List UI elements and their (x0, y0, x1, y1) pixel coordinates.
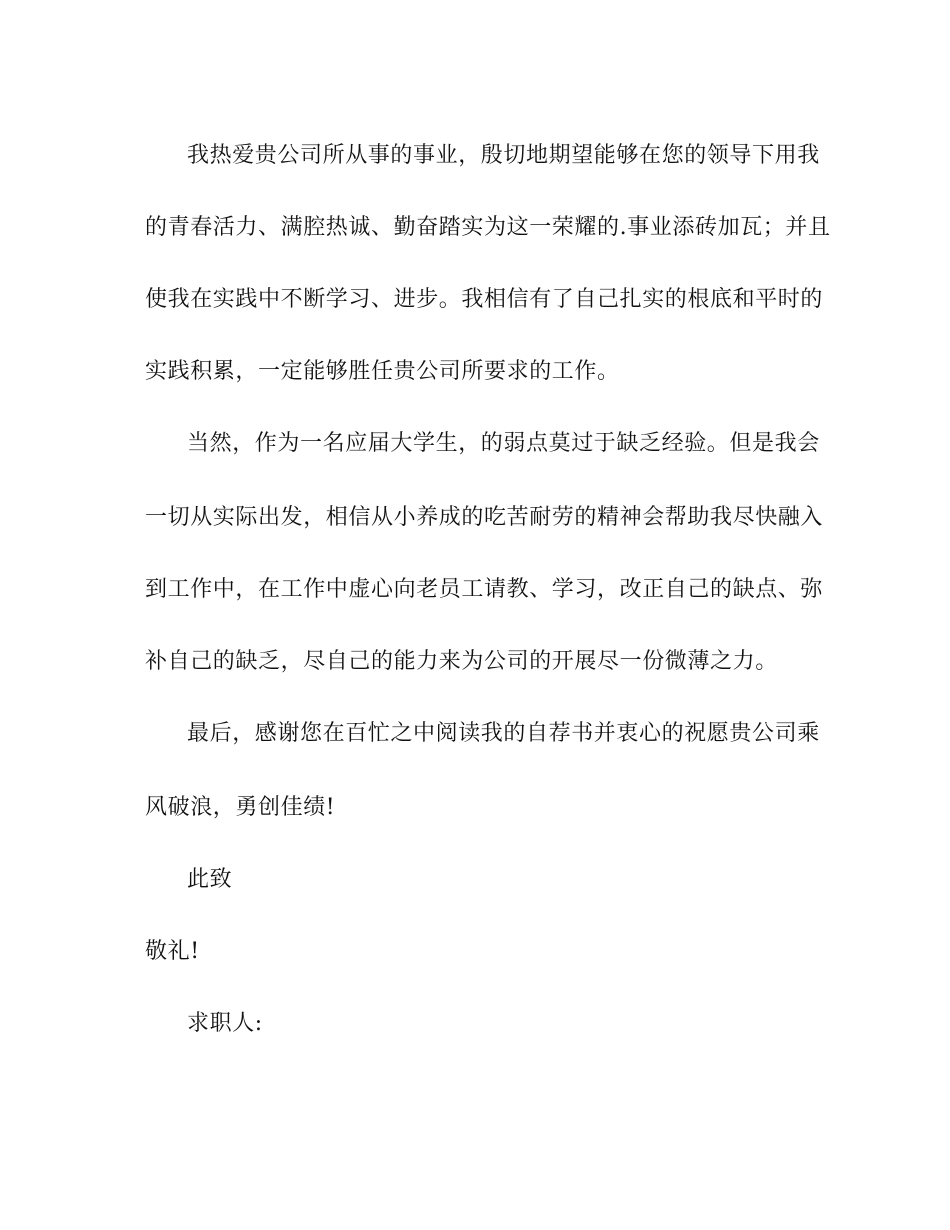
paragraph-3-line-2: 风破浪，勇创佳绩! (145, 795, 336, 820)
paragraph-1-line-4: 实践积累，一定能够胜任贵公司所要求的工作。 (145, 359, 620, 384)
signature-label: 求职人: (187, 1011, 263, 1036)
paragraph-1-line-2: 的青春活力、满腔热诚、勤奋踏实为这一荣耀的.事业添砖加瓦；并且 (145, 215, 831, 240)
paragraph-2-line-3: 到工作中，在工作中虚心向老员工请教、学习，改正自己的缺点、弥 (145, 577, 824, 602)
paragraph-1-line-1: 我热爱贵公司所从事的事业，殷切地期望能够在您的领导下用我 (187, 143, 820, 168)
closing-text: 此致 (187, 867, 233, 892)
paragraph-1-line-3: 使我在实践中不断学习、进步。我相信有了自己扎实的根底和平时的 (145, 287, 824, 312)
paragraph-3-line-1: 最后，感谢您在百忙之中阅读我的自荐书并衷心的祝愿贵公司乘 (187, 721, 820, 746)
salute-text: 敬礼! (145, 939, 200, 964)
paragraph-2-line-4: 补自己的缺乏，尽自己的能力来为公司的开展尽一份微薄之力。 (145, 649, 778, 674)
paragraph-2-line-2: 一切从实际出发，相信从小养成的吃苦耐劳的精神会帮助我尽快融入 (145, 505, 824, 530)
paragraph-2-line-1: 当然，作为一名应届大学生，的弱点莫过于缺乏经验。但是我会 (187, 431, 820, 456)
